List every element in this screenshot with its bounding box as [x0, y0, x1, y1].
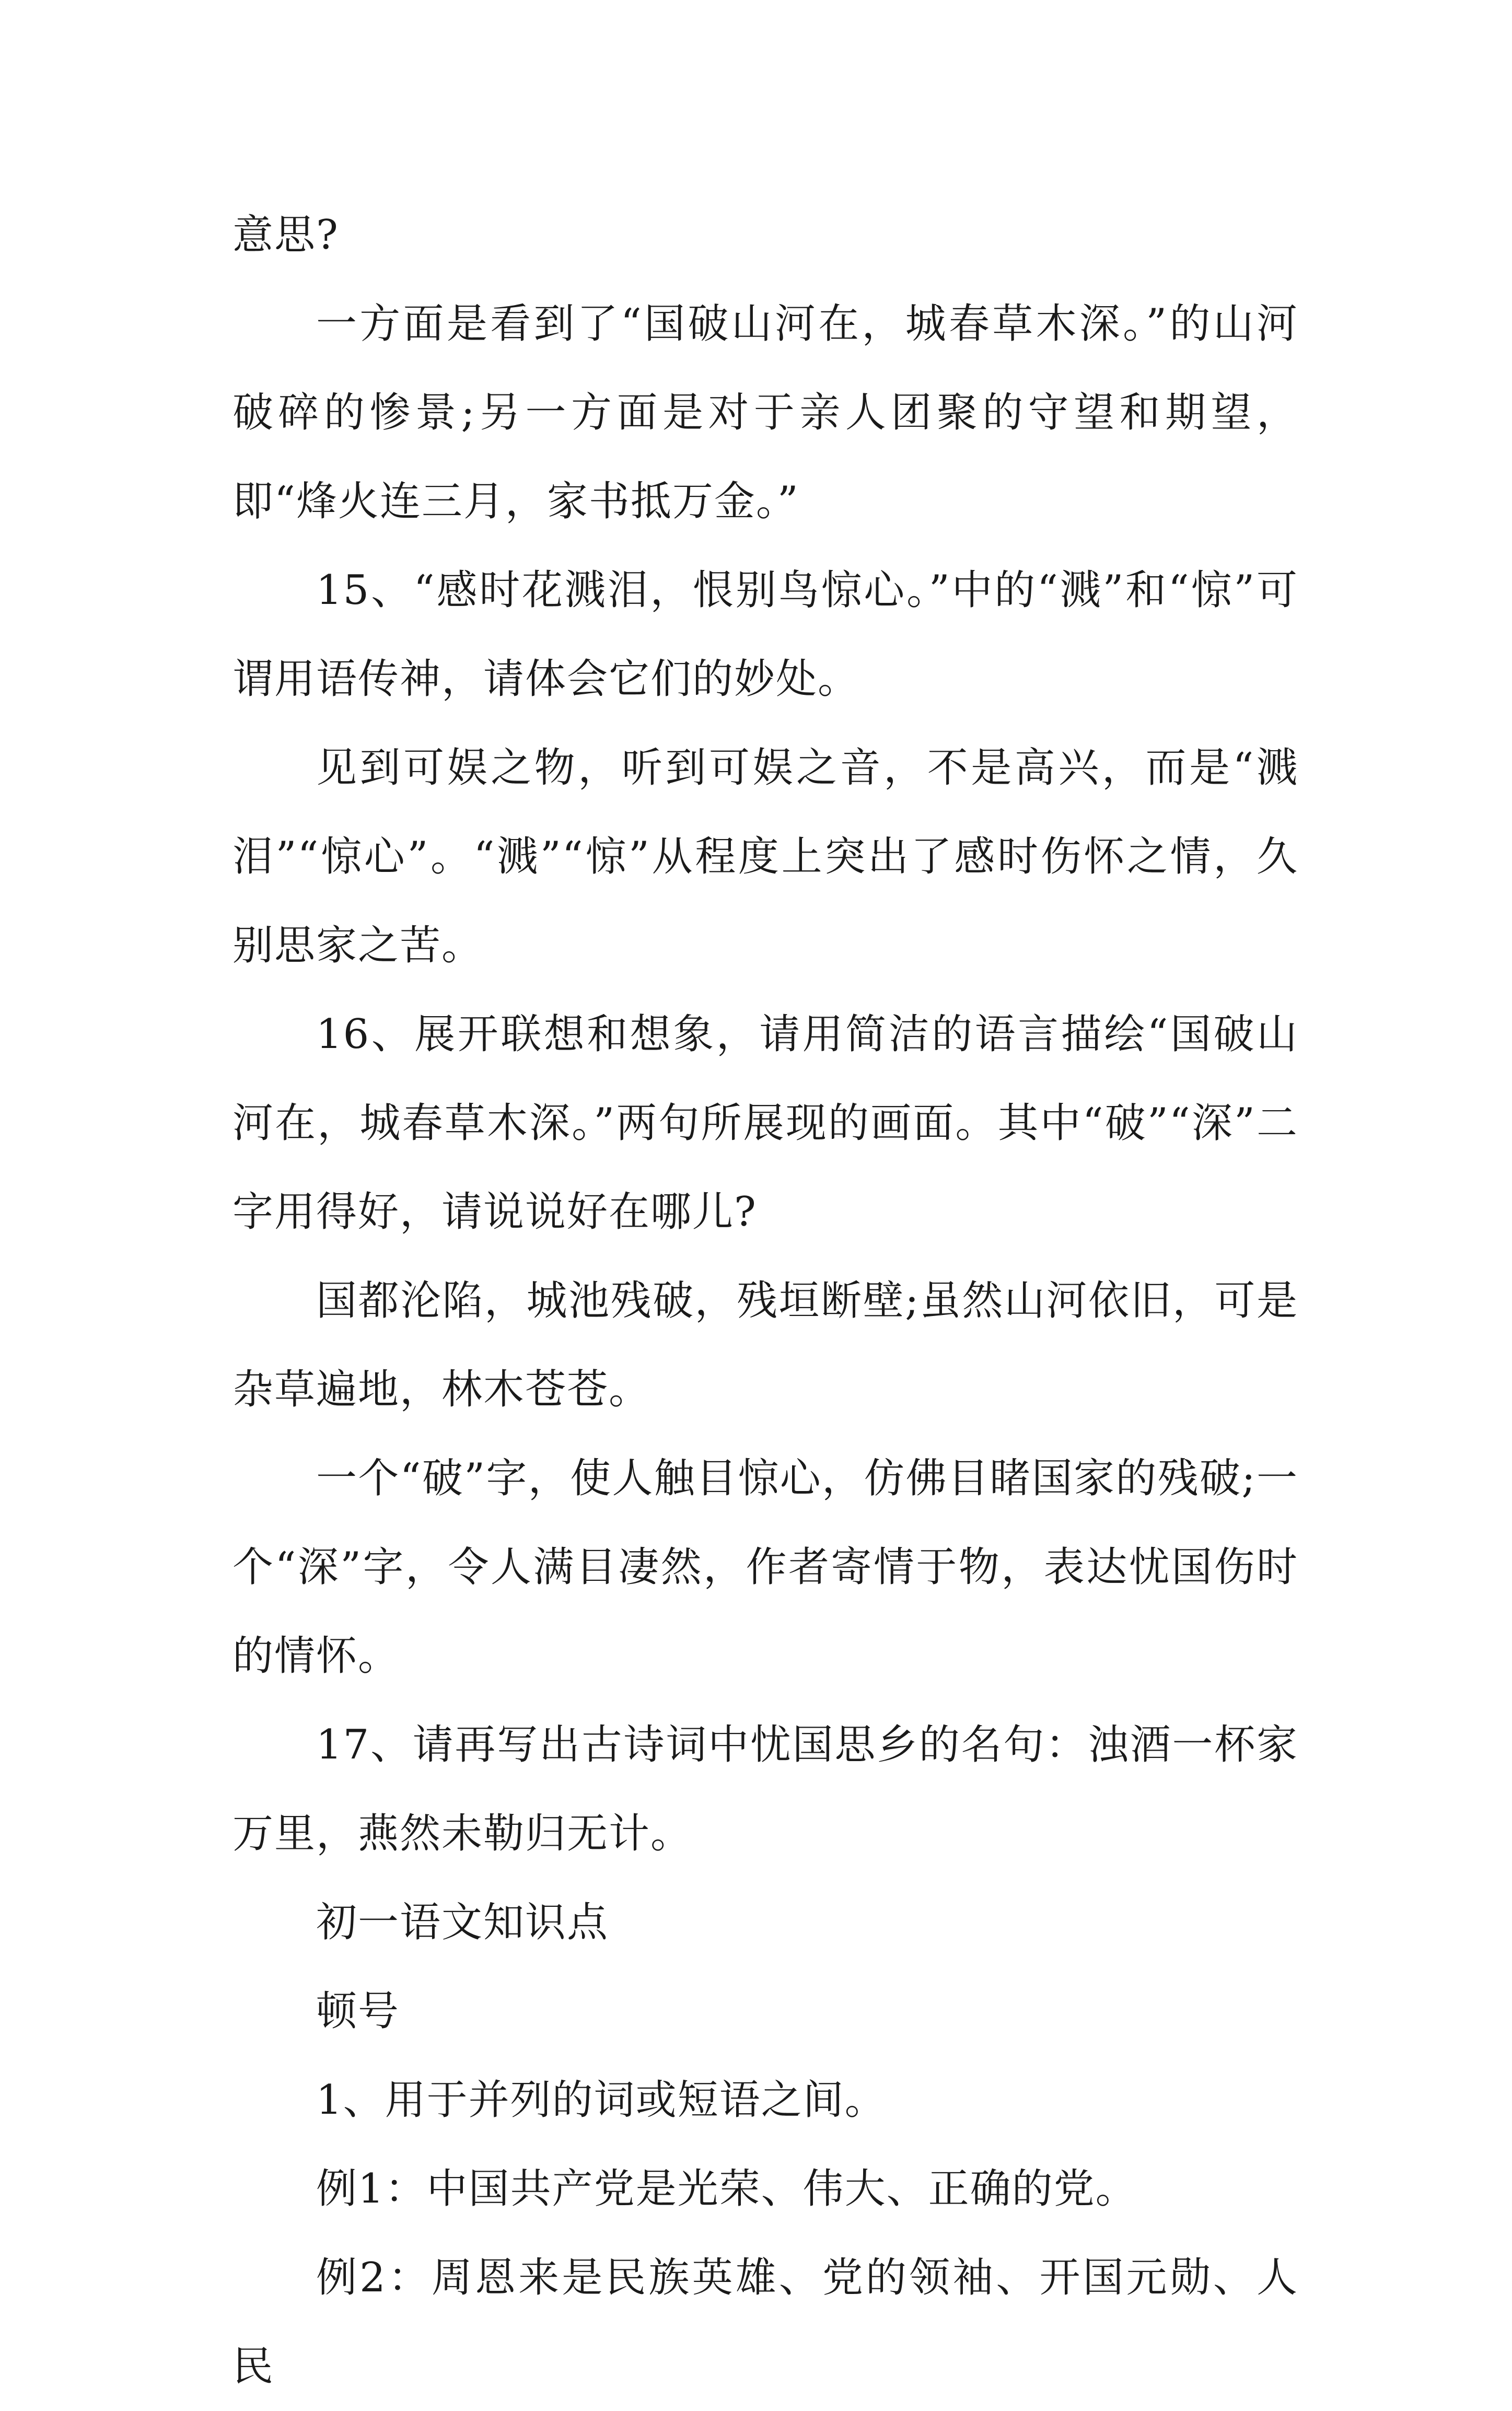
paragraph-question-17: 17、请再写出古诗词中忧国思乡的名句：浊酒一杯家万里，燕然未勒归无计。: [232, 1721, 1298, 1857]
rule-item: 1、用于并列的词或短语之间。: [316, 2077, 887, 2124]
subsection-heading: 顿号: [316, 1988, 400, 2035]
example-item: 例2：周恩来是民族英雄、党的领袖、开国元勋、人民: [232, 2254, 1298, 2390]
document-body: [232, 191, 1298, 2411]
paragraph-answer-15: 见到可娱之物，听到可娱之音，不是高兴，而是“溅泪”“惊心”。“溅”“惊”从程度上突出了感时伤怀之情，久别思家之苦。: [232, 744, 1298, 969]
paragraph-question-15: 15、“感时花溅泪，恨别鸟惊心。”中的“溅”和“惊”可谓用语传神，请体会它们的妙处。: [232, 567, 1298, 703]
paragraph-answer-16-b: 一个“破”字，使人触目惊心，仿佛目睹国家的残破;一个“深”字，令人满目凄然，作者寄情于物，表达忧国伤时的情怀。: [232, 1455, 1298, 1680]
example-item: 例1：中国共产党是光荣、伟大、正确的党。: [316, 2165, 1137, 2212]
section-heading: 初一语文知识点: [316, 1899, 609, 1946]
paragraph-answer-14: 一方面是看到了“国破山河在，城春草木深。”的山河破碎的惨景;另一方面是对于亲人团聚的守望和期望，即“烽火连三月，家书抵万金。”: [232, 300, 1298, 525]
paragraph-question-16: 16、展开联想和想象，请用简洁的语言描绘“国破山河在，城春草木深。”两句所展现的画面。其中“破”“深”二字用得好，请说说好在哪儿?: [232, 1011, 1298, 1236]
paragraph-continuation: 意思?: [232, 212, 339, 259]
paragraph-answer-16-a: 国都沦陷，城池残破，残垣断壁;虽然山河依旧，可是杂草遍地，林木苍苍。: [232, 1277, 1298, 1413]
